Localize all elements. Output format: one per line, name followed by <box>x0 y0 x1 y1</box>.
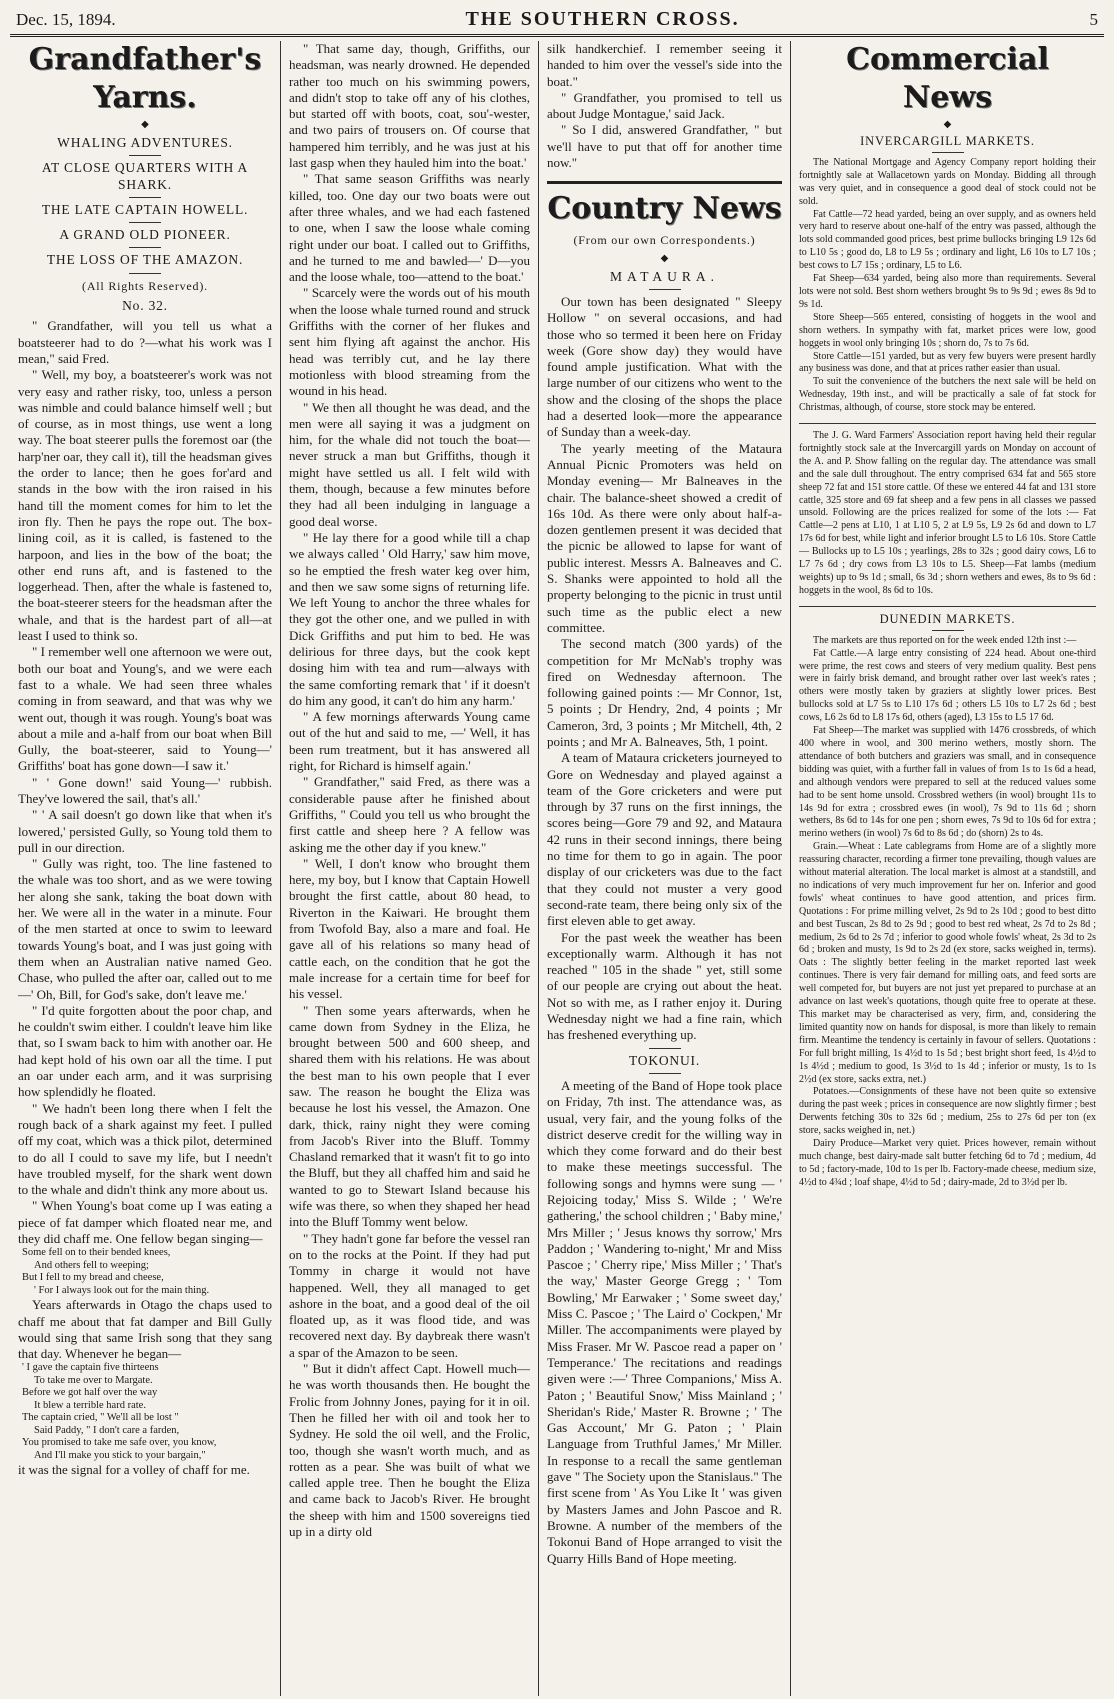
paragraph: " Then some years afterwards, when he came down from Sydney in the Eliza, he brought between 500 and 600 sheep, and shared them with his relations. He was about the best man to his own people that I ever saw. The reason he bought the Eliza was because he lost his vessel, the Amazon. One dark, thick, rainy night they were coming from Jacob's River into the Bluff. Tommy Chasland remarked that it wasn't fit to go into the Bluff, but they all chaffed him and said he wanted to go to Stewart Island because his wife was there, so when they shaped her head into the Bluff Tommy went below. <box>289 1002 530 1230</box>
poem-line: Some fell on to their bended knees, <box>22 1247 171 1259</box>
short-rule <box>129 197 161 198</box>
paragraph: A meeting of the Band of Hope took place on Friday, 7th inst. The attendance was, as usual, very fair, and the young folks of the district deserve credit for the willing way in which they come forward and do their best to make these meetings successful. The following songs and hymns were sung — ' Rejoicing today,' Miss S. Wilde ; ' We're gathering,' the school children ; ' Baby mine,' Mrs Miller ; ' Jesus knows thy sorrow,' Mrs Paddon ; ' Wandering to-night,' Mr and Miss Pascoe ; ' Cherry ripe,' Miss Miller ; ' That's the way,' Master George Gregg ; ' Tom Bowling,' Mr Earwaker ; ' Some sweet day,' Miss C. Pascoe ; ' The Laird o' Cockpen,' Mr Miller. The accompaniments were played by Miss Fraser. Mr W. Pascoe read a paper on ' Temperance.' The recitations and readings given were :—' Three Companions,' Miss A. Paton ; ' Beautiful Snow,' Miss Mainland ; ' Sheridan's Ride,' Master R. Browne ; ' The Gas Account,' Mr G. Paton ; ' Plain Language from Truthful James,' Mr Miller. In response to a recall the same gentleman gave " The Society upon the Stanislaus." The first scene from ' As You Like It ' was given by Masters James and John Pascoe and R. Browne. A number of the members of the Tokonui Band of Hope arranged to visit the Quarry Hills Band of Hope meeting. <box>547 1077 782 1566</box>
poem-line: You promised to take me safe over, you know, <box>22 1437 217 1449</box>
paragraph: " ' Gone down!' said Young—' rubbish. They've lowered the sail, that's all.' <box>18 774 272 806</box>
short-rule <box>129 155 161 156</box>
paragraph: " He lay there for a good while till a chap we always called ' Old Harry,' saw him move, so he emptied the fresh water keg over him, and then we saw some signs of returning life. We left Young to anchor the three whales for they got the other one, and we pulled in with Dick Griffiths and put him to bed. He was delirious for three days, but the cook kept dosing him with tea and rum—always with the same comforting remark that ' if it doesn't do him any good, it can't do him any harm.' <box>289 529 530 708</box>
paragraph: Fat Cattle—72 head yarded, being an over supply, and as owners held very hard to reserve about one-half of the entry was passed, although the lots sold commanded good prices, best prime bullocks bringing L9 12s 6d to L10 5s ; good do, L8 to L9 5s ; ordinary and light, L6 10s to L7 10s ; best cows to L7 15s ; ordinary, L5 to L6. <box>799 208 1096 272</box>
paragraph: Store Cattle—151 yarded, but as very few buyers were present hardly any business was done, and that at prices rather easier than usual. <box>799 350 1096 375</box>
rights-reserved: (All Rights Reserved). <box>82 278 208 293</box>
subhead: THE LOSS OF THE AMAZON. <box>46 252 244 268</box>
poem-line: The captain cried, " We'll all be lost " <box>22 1412 179 1424</box>
paragraph: The J. G. Ward Farmers' Association report having held their regular fortnightly stock sale at the Invercargill yards on Monday on account of the A. and P. Show falling on the regular day. The attendance was small and the sale dull throughout. The entry comprised 634 fat and 565 store sheep 72 fat and 151 store cattle. Of these we entered 44 fat and 131 store cattle, 325 store and 69 fat sheep and a few pens in all classes we passed unsold. Following are the prices realized for some of the lots :— Fat Cattle—2 pens at L10, 1 at L10 5, 2 at L9 5s, L9 2s 6d and down to L7 17s 6d for best, while light and inferior brought L5 to L6 10s. Store Cattle— Bullocks up to L5 10s ; yearlings, 28s to 32s ; good dairy cows, L6 to L7 7s 6d ; dry cows from L3 10s to L5. Sheep—Fat lambs (medium weights) up to 9s 1d ; small, 6s 3d ; shorn wethers and ewes, 8s to 9s 6d : hoggets in the wool, 8s 6d to 10s. <box>799 430 1096 596</box>
diamond-ornament: ◆ <box>943 119 952 130</box>
paragraph: " Well, I don't know who brought them here, my boy, but I know that Captain Howell brought the first cattle, about 80 head, to Riverton in the Kaiwari. He brought them from Twofold Bay, also a mare and foal. He gave all of his relations so many head of cattle each, on the condition that he got the male increase for a certain time for beef for his vessel. <box>289 855 530 1002</box>
mataura-title: MATAURA. <box>609 268 720 284</box>
subhead: AT CLOSE QUARTERS WITH A SHARK. <box>41 160 249 192</box>
short-rule <box>649 289 681 290</box>
subhead: WHALING ADVENTURES. <box>57 135 233 150</box>
paragraph: silk handkerchief. I remember seeing it handed to him over the vessel's side into the boat." <box>547 41 782 89</box>
masthead <box>10 8 1104 37</box>
poem-line: And others fell to weeping; <box>34 1259 149 1271</box>
section-divider <box>547 181 782 184</box>
paragraph: " Grandfather, you promised to tell us about Judge Montague,' said Jack. <box>547 89 782 122</box>
instalment-number: No. 32. <box>122 298 168 314</box>
poem-line: To take me over to Margate. <box>34 1374 153 1386</box>
paragraph: For the past week the weather has been exceptionally warm. Although it has not reached " 105 in the shade " yet, still some of our people are crying out about the heat. Not so with me, as I rather enjoy it. During Wednesday night we had a fine rain, which has freshened everything up. <box>547 929 782 1043</box>
paragraph: " We hadn't been long there when I felt the rough back of a shark against my feet. I pulled off my coat, which was a thick pilot, determined to do all I could to save my life, but I needn't have troubled myself, for the shark went down to the whale and didn't think any more about us. <box>18 1100 272 1198</box>
paragraph: The National Mortgage and Agency Company report holding their fortnightly sale at Wallacetown yards on Monday. Bidding all through was very quiet, and in consequence a good deal of stock could not be sold. <box>799 156 1096 207</box>
paragraph: Fat Cattle.—A large entry consisting of 224 head. About one-third were prime, the rest cows and steers of very medium quality. Best pens were in fairly brisk demand, and brought rather over last week's rates ; others were mostly taken by graziers at slightly lower prices. Best bullocks sold at L7 5s to L10 17s 6d ; others L5 10s to L7 2s 6d ; best cows, L6 2s 6d to L8 17s 6d, others (aged), L3 15s to L5 17 6d. <box>799 647 1096 724</box>
paragraph: Our town has been designated " Sleepy Hollow " on several occasions, and had those who so termed it been here on Friday week (Gore show day) they would have found ample justification. What with the large number of our citizens who went to the show and the closing of the shops the place had a deserted look—more the appearance of Sunday than a week-day. <box>547 293 782 440</box>
paragraph: " That same day, though, Griffiths, our headsman, was nearly drowned. He depended rather too much on his swimming powers, and didn't stop to take off any of his clothes, but started off with boots, coat, sou'-wester, and two pairs of trousers on. Of course that hampered him terribly, and he was just at his last gasp when they hauled him into the boat.' <box>289 41 530 171</box>
poem-line: And I'll make you stick to your bargain," <box>34 1449 206 1461</box>
paragraph: To suit the convenience of the butchers the next sale will be held on Wednesday, 19th inst., and will be practically a sale of fat stock for Christmas, although, of course, store stock may be entered. <box>799 376 1096 414</box>
column-3 <box>538 41 790 1696</box>
paragraph: it was the signal for a volley of chaff for me. <box>18 1462 250 1478</box>
poem-line: ' For I always look out for the main thing. <box>34 1284 210 1296</box>
paragraph: " They hadn't gone far before the vessel ran on to the rocks at the Point. If they had put Tommy in charge it would not have happened. Well, they all managed to get ashore in the boat, and a good deal of the oil floated up, as it was flood tide, and was recovered next day. By daybreak there wasn't a spar of the Amazon to be seen. <box>289 1230 530 1360</box>
commercial-news-heading: Commercial News <box>846 42 1049 115</box>
invercargill-markets-title: INVERCARGILL MARKETS. <box>860 134 1035 148</box>
country-news-heading: Country News <box>547 191 782 227</box>
columns <box>10 41 1104 1696</box>
dunedin-markets-title: DUNEDIN MARKETS. <box>879 611 1016 626</box>
paragraph: The yearly meeting of the Mataura Annual Picnic Promoters was held on Monday evening— Mr Balneaves in the chair. The balance-sheet showed a credit of 16s 10d. As there were only about half-a-dozen gentlemen present it was decided that the picnic be allowed to lapse for want of public interest. Messrs A. Balneaves and C. S. Shanks were appointed to hold all the property belonging to the picnic in trust until such time as the public elect a new committee. <box>547 440 782 635</box>
short-rule <box>129 273 161 274</box>
short-rule <box>649 1048 681 1049</box>
issue-date: Dec. 15, 1894. <box>16 10 116 29</box>
paragraph: Potatoes.—Consignments of these have not been quite so extensive during the past week ; prices in consequence are now slightly firmer ; best Derwents fetching 30s to 32s 6d ; medium, 25s to 27s 6d per ton (ex store, sacks weighed in, net.) <box>799 1086 1096 1137</box>
section-divider <box>799 423 1096 424</box>
poem-line: Said Paddy, " I don't care a farden, <box>34 1424 180 1436</box>
newspaper-title: THE SOUTHERN CROSS. <box>465 8 740 30</box>
short-rule <box>129 222 161 223</box>
poem-line: Before we got half over the way <box>22 1387 158 1399</box>
subhead: A GRAND OLD PIONEER. <box>59 227 231 243</box>
paragraph: " I remember well one afternoon we were out, both our boat and Young's, and we were each fast to a whale. We had seen three whales coming in from seaward, and that was why we went out, though it was rough. Young's boat was about a mile and a-half from our boat when Bill Gully, the boat-steerer, said to Young—' Griffiths' boat has gone down—I saw it.' <box>18 644 272 774</box>
paragraph: " A few mornings afterwards Young came out of the hut and said to me, —' Well, it has been rum treatment, but it has answered all right, for Richard is himself again.' <box>289 709 530 774</box>
column-2 <box>280 41 538 1696</box>
paragraph: A team of Mataura cricketers journeyed to Gore on Wednesday and played against a team of the Gore cricketers and were put through by 37 runs on the first innings, the scores being—Gore 79 and 92, and Mataura 42 runs in their second innings, there being no time for them to go in again. The poor display of our cricketers was due to the fact that they could not muster a very good second-rate team, there being only six of the first eleven able to get away. <box>547 750 782 929</box>
diamond-ornament: ◆ <box>660 252 669 264</box>
paragraph: Grain.—Wheat : Late cablegrams from Home are of a slightly more reassuring character, recording a firmer tone prevailing, though values are without material alteration. The local market is almost at a standstill, and no indications of very much improvement fur her on. Inferior and good fowls' wheat continues to have good attention, and prices firm. Quotations : For prime milling velvet, 2s 9d to 2s 10d ; good to best ditto and best Tuscan, 2s 8d to 2s 9d ; good to best red wheat, 2s 7d to 2s 8d ; medium, 2s 6d to 2s 7d ; inferior to good whole fowls' wheat, 2s 3d to 2s 6d ; broken and musty, 1s 9d to 2s 2d (ex store, sacks weighed in, terms). Oats : The slightly better feeling in the market reported last week continues. There is very fair demand for milling oats, and feed sorts are well competed for, but buyers are not just yet prepared to purchase at an advance on last week's quotations, though quite free to operate at these. This market may be characterised as very, firm, and, considering the limited quantity now on hands for disposal, is more than likely to remain firm. Meantime the tendency is certainly in favour of sellers. Quotations : For full bright milling, 1s 4½d to 1s 5d ; best bright short feed, 1s 4½d to 1s 4½d ; medium to good, 1s 3½d to 1s 4d ; inferior or musty, 1s to 1s 2½d (ex store, sacks extra, net.) <box>799 841 1096 1085</box>
column-4 <box>790 41 1104 1696</box>
paragraph: Fat Sheep—The market was supplied with 1476 crossbreds, of which 400 where in wool, and 300 merino wethers, mostly shorn. The attendance of both butchers and graziers was small, and in consequence bidding was quiet, with a further fall in values of from 1s to 1s 6d a head, and although vendors were prepared to sell at the reduced values some had to be sent home unsold. Crossbred wethers (in wool) brought 11s to 14s 9d for extra ; crossbred ewes (in wool), 7s 9d to 11s 6d ; shorn wethers, 8s 6d to 14s for one pen ; shorn ewes, 7s 9d to 10s 6d for extra ; merino wethers (in wool) 7s 6d to 8s 6d ; do (shorn) 2s to 4s. <box>799 725 1096 840</box>
short-rule <box>129 247 161 248</box>
grandfathers-yarns-heading: Grandfather's Yarns. <box>28 42 262 115</box>
short-rule <box>649 1073 681 1074</box>
paragraph: " Scarcely were the words out of his mouth when the loose whale turned round and struck Griffiths with the corner of her flukes and sent him flying aft against the anchor. His head was terribly cut, and he lay there motionless with blood streaming from the wound in his head. <box>289 285 530 399</box>
paragraph: " We then all thought he was dead, and the men were all saying it was a judgment on him, for the whale did not touch the boat—never struck a man but Griffiths, though it might have settled us all. I felt wild with them, though, because a few minutes before they had all been indulging in language a good deal worse. <box>289 399 530 529</box>
column-1 <box>10 41 280 1696</box>
poem-line: It blew a terrible hard rate. <box>34 1399 146 1411</box>
paragraph: Fat Sheep—634 yarded, being also more than requirements. Several lots were not sold. Best shorn wethers brought 9s to 9s 9d ; ewes 8s 9d to 9s 1d. <box>799 273 1096 310</box>
paragraph: " I'd quite forgotten about the poor chap, and he couldn't swim either. I couldn't leave him like that, so I swam back to him with another oar. He had kept hold of his own oar all the time. I put an oar under each arm, and it was surprising how splendidly he floated. <box>18 1002 272 1100</box>
paragraph: " That same season Griffiths was nearly killed, too. One day our two boats were out after three whales, and we had each fastened to one, when I saw the loose whale coming right under our boat. I called out to Griffiths, and he turned to me and bawled—' D—you and the loose whale, too—attend to the boat.' <box>289 171 530 285</box>
paragraph: " Well, my boy, a boatsteerer's work was not very easy and rather risky, too, unless a person was nimble and could balance himself well ; but of course, as in most things, use went a long way. The boat steerer pulls the foremost oar (the harp'ner oar, they call it), till the headsman gives the order to lance; then he goes for'ard and stands in the bow with the iron raised in his hand till the moment comes for him to let the iron fly. Then he pays the rope out. The box-lining coil, as it is called, is fastened to the harpoon, and lies in the bow of the boat; the other end runs aft, and is fastened to the loggerhead. Then, after the whale is fastened to, the boat-steerer steers for the headsman after the whale, and that is the hardest part of all—at least I used to think so. <box>18 367 272 644</box>
page-number: 5 <box>1089 10 1098 29</box>
poem-line: But I fell to my bread and cheese, <box>22 1272 164 1284</box>
paragraph: " ' A sail doesn't go down like that when it's lowered,' persisted Gully, so Young told them to pull in our direction. <box>18 807 272 855</box>
section-divider <box>799 606 1096 607</box>
subhead: THE LATE CAPTAIN HOWELL. <box>41 201 249 217</box>
tokonui-title: TOKONUI. <box>628 1052 701 1068</box>
paragraph: The markets are thus reported on for the week ended 12th inst :— <box>813 634 1077 646</box>
paragraph: " Grandfather," said Fred, as there was a considerable pause after he finished about Griffiths, " Could you tell us who brought the first cattle and sheep here ? A fellow was asking me the other day if you knew." <box>289 774 530 855</box>
short-rule <box>932 630 964 631</box>
short-rule <box>932 152 964 153</box>
paragraph: " When Young's boat come up I was eating a piece of fat damper which floated near me, and they did chaff me. One fellow began singing— <box>18 1198 272 1246</box>
paragraph: Store Sheep—565 entered, consisting of hoggets in the wool and shorn wethers. In sympathy with fat, market prices were low, good hoggets in wool only bringing 10s ; shorn do, 7s to 7s 6d. <box>799 311 1096 349</box>
paragraph: " But it didn't affect Capt. Howell much—he was worth thousands then. He bought the Frolic from Johnny Jones, paying for it in oil. Then he filled her with oil and took her to Sydney. He sold the oil well, and the Frolic, too, though she wasn't worth much, and as rotten as a pear. She was built of what we called apple tree. Then he bought the Eliza and came back to Jacob's River. He brought the sheep with him and 1500 sovereigns tied up in a dirty old <box>289 1361 530 1540</box>
poem-line: ' I gave the captain five thirteens <box>22 1362 159 1374</box>
paragraph: " So I did, answered Grandfather, " but we'll have to put that off for another time now." <box>547 122 782 171</box>
paragraph: Dairy Produce—Market very quiet. Prices however, remain without much change, best dairy-made salt butter fetching 6d to 7d ; medium, 4d to 5d ; factory-made, 10d to 1s per lb. Factory-made cheese, medium size, 4½d to 4¾d ; loaf shape, 4½d to 5d ; dairy-made, 2d to 3½d per lb. <box>799 1138 1096 1188</box>
paragraph: " Gully was right, too. The line fastened to the whale was too short, and as we were towing her along she sank, taking the boat down with her. We were all in the water in a minute. Four of the men started at once to swim to leeward towards Young's boat, and I was just going with them when an Australian native named Geo. Chase, who pulled the after oar, called out to me—' Oh, Bill, for God's sake, don't leave me.' <box>18 856 272 1002</box>
paragraph: " Grandfather, will you tell us what a boatsteerer had to do ?—what his work was I mean," said Fred. <box>18 318 272 366</box>
paragraph: Years afterwards in Otago the chaps used to chaff me about that fat damper and Bill Gully would sing that same Irish song that they sang that day. Whenever he began— <box>18 1297 272 1362</box>
paragraph: The second match (300 yards) of the competition for Mr McNab's trophy was fired on Wednesday afternoon. The following gained points :— Mr Connor, 1st, 5 points ; Dr Hendry, 2nd, 4 points ; Mr Cameron, 3rd, 3 points ; Mr Mitchell, 4th, 2 points ; and Mr A. Balneaves, 5th, 1 point. <box>547 636 782 749</box>
diamond-ornament: ◆ <box>141 119 149 130</box>
correspondents-note: (From our own Correspondents.) <box>573 233 756 248</box>
